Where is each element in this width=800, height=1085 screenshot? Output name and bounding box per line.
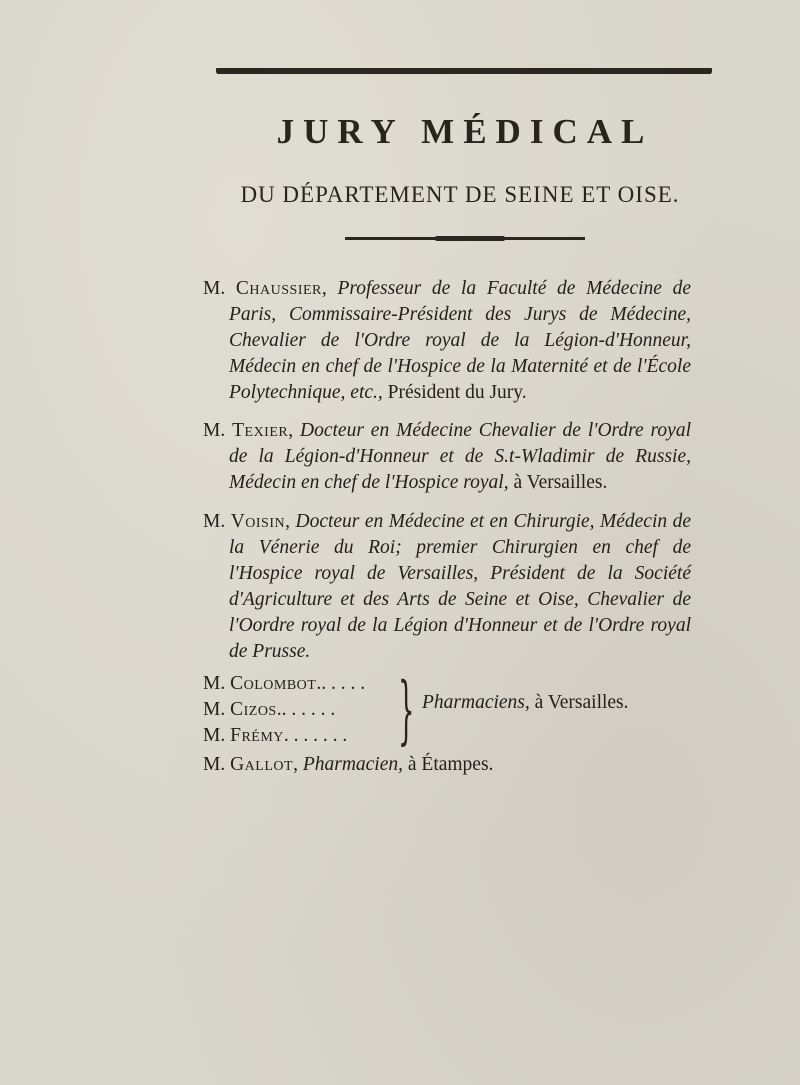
member-entry-voisin (203, 509, 691, 665)
pharmacist-prefix: M. (203, 725, 226, 746)
member-name: Chaussier (235, 278, 322, 299)
member-prefix: M. (203, 278, 226, 299)
member-trailer: Président du Jury. (387, 382, 527, 403)
member-prefix: M. (203, 511, 226, 532)
leader-dots: . . . . . . . (283, 725, 348, 746)
page-title: JURY MÉDICAL (276, 112, 654, 151)
member-separator: , (285, 511, 290, 532)
pharmacists-place: à Versailles. (534, 692, 629, 713)
member-entry-gallot: M. Gallot, Pharmacien, à Étampes. (203, 754, 494, 775)
member-name: Texier (232, 420, 289, 441)
pharmacist-row (203, 723, 723, 749)
page-subtitle: DU DÉPARTEMENT DE SEINE ET OISE. (240, 182, 680, 207)
curly-brace-icon: } (398, 667, 415, 753)
member-description: Docteur en Médecine Chevalier de l'Ordre royal de la Légion-d'Honneur et de S.t-Wladimir de Russie, Médecin en chef de l'Hospice royal, (229, 420, 691, 493)
top-decorative-rule (216, 68, 712, 73)
member-name: Voisin (230, 511, 286, 532)
member-description: Docteur en Médecine et en Chirurgie, Médecin de la Vénerie du Roi; premier Chirurgien en chef de l'Hospice royal de Versailles, Président de la Société d'Agriculture et des Arts de Seine et Oise, Chevalier de l'Oordre royal de la Légion d'Honneur et de l'Ordre royal de Prusse. (229, 511, 692, 662)
pharmacists-role: Pharmaciens, (422, 692, 530, 713)
member-trailer: à Versailles. (513, 472, 608, 493)
member-entry-texier (203, 418, 691, 496)
leader-dots: .. . . . . . (276, 699, 336, 720)
member-prefix: M. (203, 420, 226, 441)
leader-dots: .. . . . . (316, 673, 366, 694)
middle-decorative-rule (345, 237, 585, 240)
pharmacist-prefix: M. (203, 699, 226, 720)
member-entry-chaussier (203, 276, 691, 406)
pharmacist-name: Frémy (230, 725, 284, 746)
pharmacist-name: Cizos (230, 699, 277, 720)
member-place: à Étampes. (407, 754, 494, 775)
member-prefix: M. (203, 754, 226, 775)
member-role: Pharmacien, (302, 754, 403, 775)
pharmacist-prefix: M. (203, 673, 226, 694)
pharmacist-name: Colombot (230, 673, 317, 694)
member-description: Professeur de la Faculté de Médecine de Paris, Commissaire-Président des Jurys de Médecine, Chevalier de l'Ordre royal de la Légion-d'Honneur, Médecin en chef de l'Hospice de la Maternité et de l'École Polytechnique, etc., (229, 278, 692, 403)
member-name: Gallot (230, 754, 294, 775)
member-separator: , (321, 278, 327, 299)
member-separator: , (288, 420, 294, 441)
pharmacists-role-label (422, 692, 629, 714)
